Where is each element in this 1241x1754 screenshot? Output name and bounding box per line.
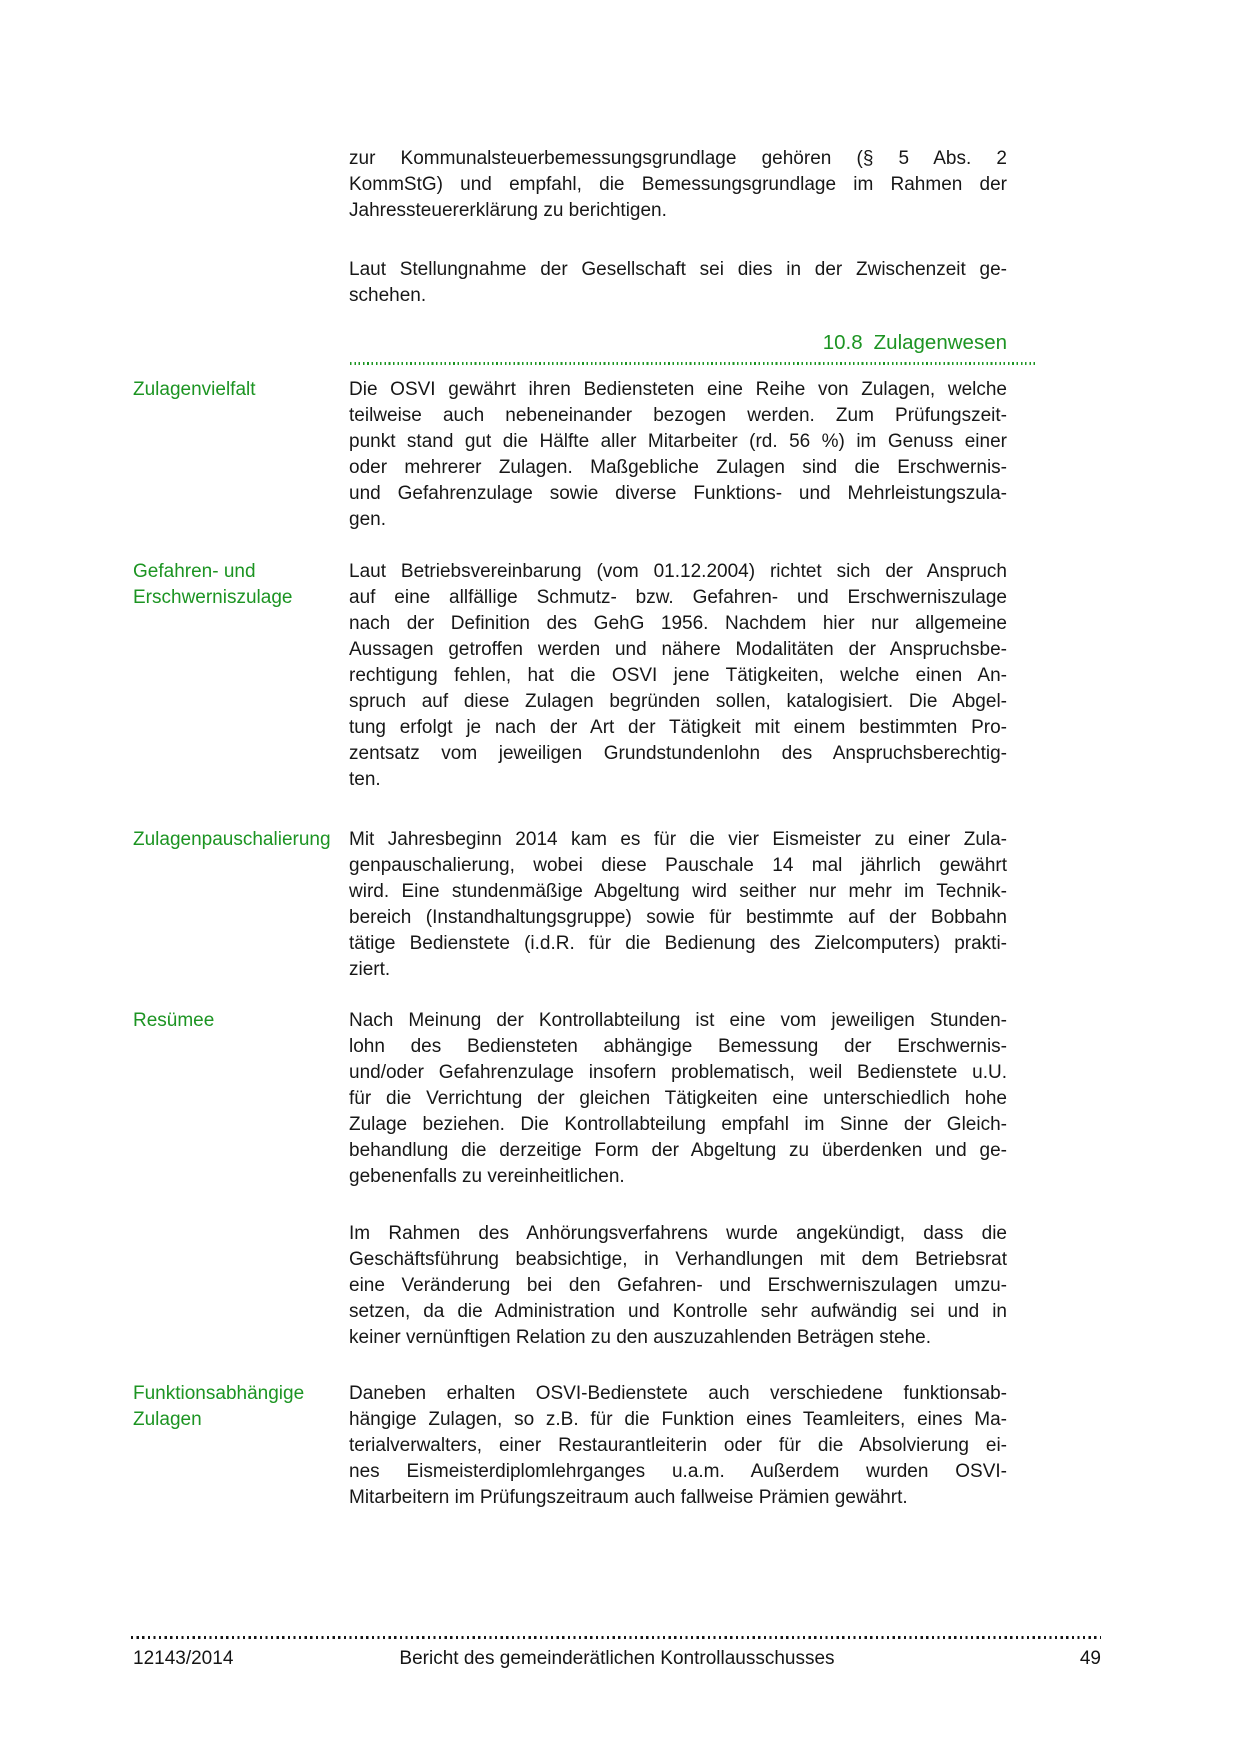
text-line: punkt stand gut die Hälfte aller Mitarbeiter (rd. 56 %) im Genuss einer xyxy=(349,431,1007,452)
text-line: nach der Definition des GehG 1956. Nachdem hier nur allgemeine xyxy=(349,613,1007,634)
text-line: oder mehrerer Zulagen. Maßgebliche Zulagen sind die Erschwernis- xyxy=(349,457,1007,478)
text-line: Geschäftsführung beabsichtige, in Verhandlungen mit dem Betriebsrat xyxy=(349,1249,1007,1270)
text-line: Gefahren- und xyxy=(133,561,256,582)
text-line: und Gefahrenzulage sowie diverse Funktions- und Mehrleistungszula- xyxy=(349,483,1007,504)
section-number: 10.8 xyxy=(822,331,863,354)
text-line: genpauschalierung, wobei diese Pauschale 14 mal jährlich gewährt xyxy=(349,855,1007,876)
text-line: eine Veränderung bei den Gefahren- und Erschwerniszulagen umzu- xyxy=(349,1275,1007,1296)
text-line: nes Eismeisterdiplomlehrganges u.a.m. Außerdem wurden OSVI- xyxy=(349,1461,1007,1482)
text-line: Mit Jahresbeginn 2014 kam es für die vier Eismeister zu einer Zula- xyxy=(349,829,1007,850)
text-line: hängige Zulagen, so z.B. für die Funktion eines Teamleiters, eines Ma- xyxy=(349,1409,1007,1430)
text-line: tung erfolgt je nach der Art der Tätigkeit mit einem bestimmten Pro- xyxy=(349,717,1007,738)
text-line: bereich (Instandhaltungsgruppe) sowie für bestimmte auf der Bobbahn xyxy=(349,907,1007,928)
text-line: gebenenfalls zu vereinheitlichen. xyxy=(349,1166,625,1187)
text-line: Erschwerniszulage xyxy=(133,587,293,608)
body-paragraph xyxy=(349,1221,1007,1351)
text-line: teilweise auch nebeneinander bezogen werden. Zum Prüfungszeit- xyxy=(349,405,1007,426)
text-line: tätige Bedienstete (i.d.R. für die Bedienung des Zielcomputers) prakti- xyxy=(349,933,1007,954)
text-line: ten. xyxy=(349,769,381,790)
text-line: Laut Stellungnahme der Gesellschaft sei dies in der Zwischenzeit ge- xyxy=(349,259,1007,280)
text-line: setzen, da die Administration und Kontrolle sehr aufwändig sei und in xyxy=(349,1301,1007,1322)
text-line: Mitarbeitern im Prüfungszeitraum auch fallweise Prämien gewährt. xyxy=(349,1487,908,1508)
footer-page-number: 49 xyxy=(1079,1648,1101,1669)
margin-label-gefahren-erschwerniszulage xyxy=(133,559,345,611)
text-line: Zulagenvielfalt xyxy=(133,379,256,400)
text-line: Zulagen xyxy=(133,1409,202,1430)
text-line: und/oder Gefahrenzulage insofern problematisch, weil Bedienstete u.U. xyxy=(349,1062,1007,1083)
footer xyxy=(133,1646,1101,1672)
text-line: schehen. xyxy=(349,285,427,306)
text-line: spruch auf diese Zulagen begründen sollen, katalogisiert. Die Abgel- xyxy=(349,691,1007,712)
text-line: wird. Eine stundenmäßige Abgeltung wird seither nur mehr im Technik- xyxy=(349,881,1007,902)
text-line: Im Rahmen des Anhörungsverfahrens wurde angekündigt, dass die xyxy=(349,1223,1007,1244)
text-line: Zulagenpauschalierung xyxy=(133,829,331,850)
text-line: lohn des Bediensteten abhängige Bemessung der Erschwernis- xyxy=(349,1036,1007,1057)
footer-title: Bericht des gemeinderätlichen Kontrollausschusses xyxy=(399,1648,835,1669)
section-heading xyxy=(349,330,1007,356)
text-line: auf eine allfällige Schmutz- bzw. Gefahren- und Erschwerniszulage xyxy=(349,587,1007,608)
text-line: ziert. xyxy=(349,959,391,980)
margin-label-resuemee xyxy=(133,1008,345,1034)
footer-dotted-rule xyxy=(131,1636,1101,1639)
text-line: behandlung die derzeitige Form der Abgeltung zu überdenken und ge- xyxy=(349,1140,1007,1161)
footer-doc-number: 12143/2014 xyxy=(133,1648,234,1669)
text-line: Laut Betriebsvereinbarung (vom 01.12.2004) richtet sich der Anspruch xyxy=(349,561,1007,582)
body-paragraph xyxy=(349,559,1007,793)
text-line: terialverwalters, einer Restaurantleiterin oder für die Absolvierung ei- xyxy=(349,1435,1007,1456)
section-title: Zulagenwesen xyxy=(873,331,1007,354)
margin-label-funktionsabhaengige-zulagen xyxy=(133,1381,345,1433)
body-paragraph xyxy=(349,377,1007,533)
margin-label-zulagenvielfalt xyxy=(133,377,345,403)
body-paragraph xyxy=(349,1008,1007,1190)
body-paragraph xyxy=(349,1381,1007,1511)
body-paragraph xyxy=(349,827,1007,983)
margin-label-zulagenpauschalierung xyxy=(133,827,345,853)
text-line: gen. xyxy=(349,509,386,530)
text-line: Zulage beziehen. Die Kontrollabteilung empfahl im Sinne der Gleich- xyxy=(349,1114,1007,1135)
text-line: zur Kommunalsteuerbemessungsgrundlage gehören (§ 5 Abs. 2 xyxy=(349,148,1007,169)
text-line: Daneben erhalten OSVI-Bedienstete auch verschiedene funktionsab- xyxy=(349,1383,1007,1404)
text-line: Die OSVI gewährt ihren Bediensteten eine Reihe von Zulagen, welche xyxy=(349,379,1007,400)
text-line: für die Verrichtung der gleichen Tätigkeiten eine unterschiedlich hohe xyxy=(349,1088,1007,1109)
text-line: zentsatz vom jeweiligen Grundstundenlohn des Anspruchsberechtig- xyxy=(349,743,1007,764)
text-line: Funktionsabhängige xyxy=(133,1383,305,1404)
intro-paragraph-2 xyxy=(349,257,1007,309)
green-dotted-rule xyxy=(350,362,1035,365)
text-line: keiner vernünftigen Relation zu den auszuzahlenden Beträgen stehe. xyxy=(349,1327,932,1348)
text-line: Aussagen getroffen werden und nähere Modalitäten der Anspruchsbe- xyxy=(349,639,1007,660)
text-line: Jahressteuererklärung zu berichtigen. xyxy=(349,200,667,221)
text-line: Nach Meinung der Kontrollabteilung ist eine vom jeweiligen Stunden- xyxy=(349,1010,1007,1031)
text-line: KommStG) und empfahl, die Bemessungsgrundlage im Rahmen der xyxy=(349,174,1007,195)
intro-paragraph-1 xyxy=(349,146,1007,224)
text-line: rechtigung fehlen, hat die OSVI jene Tätigkeiten, welche einen An- xyxy=(349,665,1007,686)
text-line: Resümee xyxy=(133,1010,215,1031)
